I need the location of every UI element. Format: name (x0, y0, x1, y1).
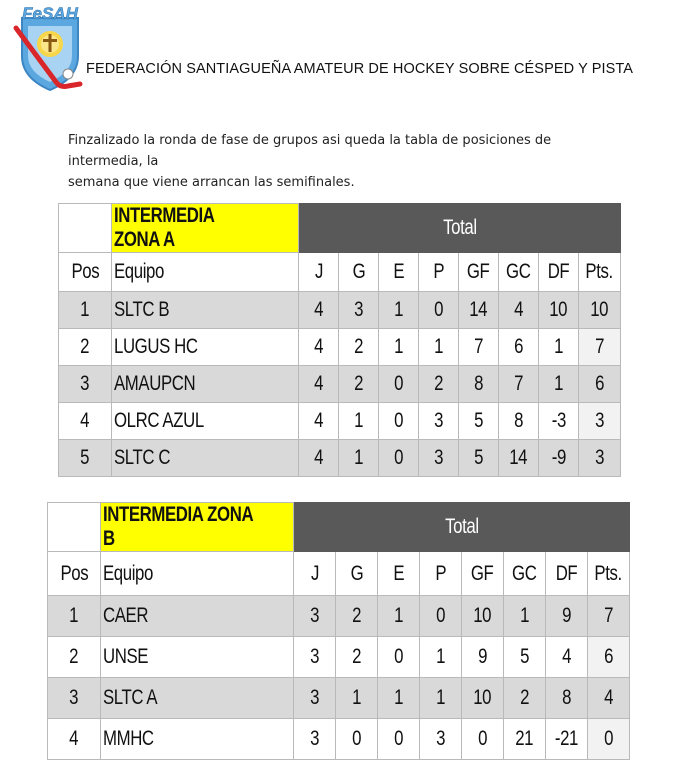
cell-df: -9 (539, 440, 579, 477)
col-header-g: G (339, 253, 379, 292)
cell-pos: 1 (48, 596, 101, 637)
cell-g: 1 (336, 678, 378, 719)
col-header-gf: GF (462, 552, 504, 596)
cell-gc: 4 (499, 292, 539, 329)
col-header-pts: Pts. (588, 552, 630, 596)
col-header-gc: GC (499, 253, 539, 292)
zone-title: INTERMEDIA ZONA B (101, 503, 294, 552)
cell-pts: 7 (579, 329, 621, 366)
cell-g: 2 (339, 329, 379, 366)
cell-pts: 0 (588, 719, 630, 760)
cell-pos: 4 (59, 403, 112, 440)
cell-j: 3 (294, 637, 336, 678)
cell-p: 2 (419, 366, 459, 403)
cell-p: 3 (420, 719, 462, 760)
cell-g: 2 (336, 637, 378, 678)
cell-gc: 1 (504, 596, 546, 637)
cell-pos: 2 (48, 637, 101, 678)
cell-e: 0 (379, 403, 419, 440)
col-header-p: P (420, 552, 462, 596)
cell-team: SLTC C (112, 440, 299, 477)
cell-g: 1 (339, 440, 379, 477)
cell-pos: 4 (48, 719, 101, 760)
cell-p: 1 (420, 637, 462, 678)
cell-pos: 3 (48, 678, 101, 719)
table-row (48, 596, 630, 637)
cell-gc: 2 (504, 678, 546, 719)
col-header-pos: Pos (59, 253, 112, 292)
intro-line-2: semana que viene arrancan las semifinales. (68, 175, 355, 190)
cell-df: 10 (539, 292, 579, 329)
col-header-j: J (294, 552, 336, 596)
table-row (48, 678, 630, 719)
cell-df: 9 (546, 596, 588, 637)
col-header-equipo: Equipo (101, 552, 294, 596)
cell-j: 4 (299, 366, 339, 403)
cell-df: 1 (539, 366, 579, 403)
cell-p: 1 (420, 678, 462, 719)
col-header-gf: GF (459, 253, 499, 292)
cell-j: 4 (299, 440, 339, 477)
cell-gc: 8 (499, 403, 539, 440)
cell-e: 0 (379, 366, 419, 403)
cell-df: 1 (539, 329, 579, 366)
cell-j: 3 (294, 678, 336, 719)
cell-j: 4 (299, 329, 339, 366)
fesah-logo (10, 6, 90, 96)
cell-team: UNSE (101, 637, 294, 678)
cell-df: 4 (546, 637, 588, 678)
cell-e: 1 (378, 678, 420, 719)
col-header-df: DF (546, 552, 588, 596)
cell-pos: 5 (59, 440, 112, 477)
cell-g: 1 (339, 403, 379, 440)
cell-gc: 7 (499, 366, 539, 403)
federation-name: FEDERACIÓN SANTIAGUEÑA AMATEUR DE HOCKEY SOBRE CÉSPED Y PISTA (86, 61, 634, 77)
cell-g: 2 (339, 366, 379, 403)
col-header-pts: Pts. (579, 253, 621, 292)
cell-team: SLTC B (112, 292, 299, 329)
cell-gc: 21 (504, 719, 546, 760)
cell-pts: 3 (579, 403, 621, 440)
cell-pts: 3 (579, 440, 621, 477)
cell-df: -21 (546, 719, 588, 760)
cell-df: 8 (546, 678, 588, 719)
col-header-df: DF (539, 253, 579, 292)
cell-g: 2 (336, 596, 378, 637)
total-header: Total (299, 204, 621, 253)
cell-df: -3 (539, 403, 579, 440)
cell-team: CAER (101, 596, 294, 637)
cell-p: 0 (420, 596, 462, 637)
standings-table-zona-a (58, 203, 621, 477)
cell-j: 4 (299, 403, 339, 440)
col-header-j: J (299, 253, 339, 292)
cell-gf: 9 (462, 637, 504, 678)
col-header-p: P (419, 253, 459, 292)
corner-cell (59, 204, 112, 253)
col-header-e: E (378, 552, 420, 596)
cell-pts: 6 (579, 366, 621, 403)
cell-team: SLTC A (101, 678, 294, 719)
col-header-e: E (379, 253, 419, 292)
cell-gf: 8 (459, 366, 499, 403)
cell-g: 3 (339, 292, 379, 329)
total-header: Total (294, 503, 630, 552)
col-header-g: G (336, 552, 378, 596)
cell-j: 3 (294, 719, 336, 760)
logo-text: FeSAH (22, 6, 78, 23)
table-row (59, 403, 621, 440)
intro-line-1: Finzalizado la ronda de fase de grupos asi queda la tabla de posiciones de intermedia, la (68, 133, 552, 169)
cell-gf: 7 (459, 329, 499, 366)
cell-e: 1 (379, 292, 419, 329)
cell-e: 0 (379, 440, 419, 477)
cell-gf: 0 (462, 719, 504, 760)
cell-team: LUGUS HC (112, 329, 299, 366)
col-header-gc: GC (504, 552, 546, 596)
cell-j: 4 (299, 292, 339, 329)
cell-p: 3 (419, 403, 459, 440)
cell-g: 0 (336, 719, 378, 760)
col-header-equipo: Equipo (112, 253, 299, 292)
cell-p: 3 (419, 440, 459, 477)
standings-table-zona-b (47, 502, 630, 760)
table-row (59, 366, 621, 403)
cell-gf: 5 (459, 403, 499, 440)
cell-pts: 7 (588, 596, 630, 637)
cell-pts: 10 (579, 292, 621, 329)
table-row (48, 637, 630, 678)
corner-cell (48, 503, 101, 552)
cell-e: 0 (378, 637, 420, 678)
cell-gc: 14 (499, 440, 539, 477)
cell-pos: 1 (59, 292, 112, 329)
cell-e: 0 (378, 719, 420, 760)
cell-gf: 14 (459, 292, 499, 329)
cell-gc: 5 (504, 637, 546, 678)
cell-pts: 4 (588, 678, 630, 719)
cell-p: 0 (419, 292, 459, 329)
column-header-row (59, 253, 621, 292)
cell-p: 1 (419, 329, 459, 366)
table-row (59, 440, 621, 477)
table-row (48, 719, 630, 760)
cell-pos: 3 (59, 366, 112, 403)
cell-j: 3 (294, 596, 336, 637)
column-header-row (48, 552, 630, 596)
cell-gf: 10 (462, 678, 504, 719)
cell-e: 1 (378, 596, 420, 637)
cell-gc: 6 (499, 329, 539, 366)
cell-team: AMAUPCN (112, 366, 299, 403)
col-header-pos: Pos (48, 552, 101, 596)
cell-gf: 10 (462, 596, 504, 637)
intro-paragraph (68, 130, 628, 193)
cell-team: MMHC (101, 719, 294, 760)
table-row (59, 292, 621, 329)
cell-team: OLRC AZUL (112, 403, 299, 440)
cell-gf: 5 (459, 440, 499, 477)
cell-pts: 6 (588, 637, 630, 678)
cell-pos: 2 (59, 329, 112, 366)
zone-title: INTERMEDIA ZONA A (112, 204, 299, 253)
cell-e: 1 (379, 329, 419, 366)
table-row (59, 329, 621, 366)
